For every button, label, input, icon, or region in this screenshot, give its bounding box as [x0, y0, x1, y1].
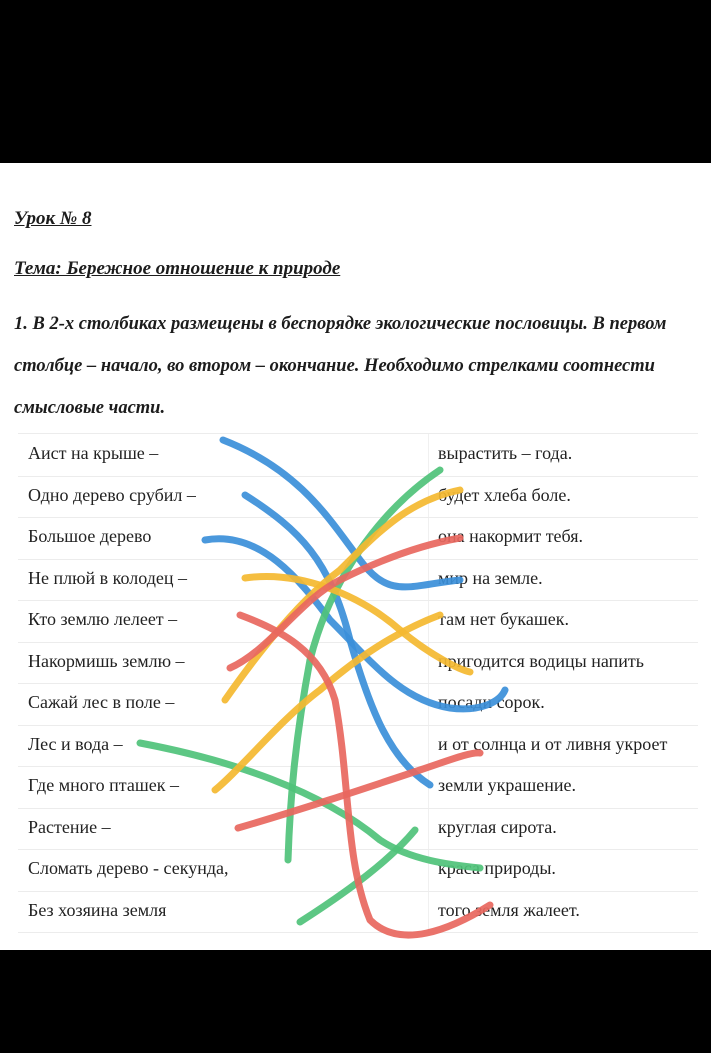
proverb-start: Одно дерево срубил – [28, 484, 196, 505]
lesson-title: Урок № 8 [14, 208, 92, 229]
proverb-start: Где много пташек – [28, 775, 179, 795]
proverb-start: Без хозяина земля [28, 899, 167, 920]
table-row [18, 766, 698, 809]
proverb-end: и от солнца и от ливня укроет [438, 733, 668, 754]
proverb-start: Лес и вода – [28, 733, 123, 754]
proverb-start: Накормишь землю – [28, 650, 185, 671]
proverb-start: Сажай лес в поле – [28, 692, 175, 712]
table-row [18, 683, 698, 726]
proverb-start: Не плюй в колодец – [28, 567, 188, 588]
proverb-start: Кто землю лелеет – [28, 609, 178, 629]
proverb-end: земли украшение. [438, 775, 576, 795]
proverb-start: Растение – [28, 816, 111, 837]
proverb-end: круглая сирота. [438, 816, 557, 837]
proverb-end: мир на земле. [438, 567, 543, 588]
table-row [18, 434, 698, 477]
proverb-start: Сломать дерево - секунда, [28, 858, 229, 878]
proverb-end: там нет букашек. [438, 609, 569, 629]
worksheet [0, 163, 711, 950]
proverb-end: пригодится водицы напить [438, 650, 644, 671]
proverb-end: посади сорок. [438, 692, 545, 712]
table-row [18, 559, 698, 602]
proverb-end: будет хлеба боле. [438, 484, 571, 505]
proverbs-table [18, 433, 698, 933]
proverb-end: вырастить – года. [438, 443, 573, 463]
table-row [18, 891, 698, 933]
proverb-end: того земля жалеет. [438, 899, 580, 920]
table-row [18, 600, 698, 643]
proverb-end: она накормит тебя. [438, 526, 584, 546]
table-row [18, 476, 698, 519]
topic-heading: Тема: Бережное отношение к природе [14, 258, 341, 279]
proverb-start: Большое дерево [28, 526, 152, 546]
proverb-end: краса природы. [438, 858, 556, 878]
table-row [18, 517, 698, 560]
proverb-start: Аист на крыше – [28, 443, 159, 463]
table-row [18, 849, 698, 892]
task-instructions: 1. В 2-х столбиках размещены в беспорядке экологические пословицы. В первом столбце – начало, во втором – окончание. Необходимо стрелками соотнести смысловые части. [14, 314, 667, 418]
table-row [18, 808, 698, 851]
table-row [18, 725, 698, 768]
table-row [18, 642, 698, 685]
